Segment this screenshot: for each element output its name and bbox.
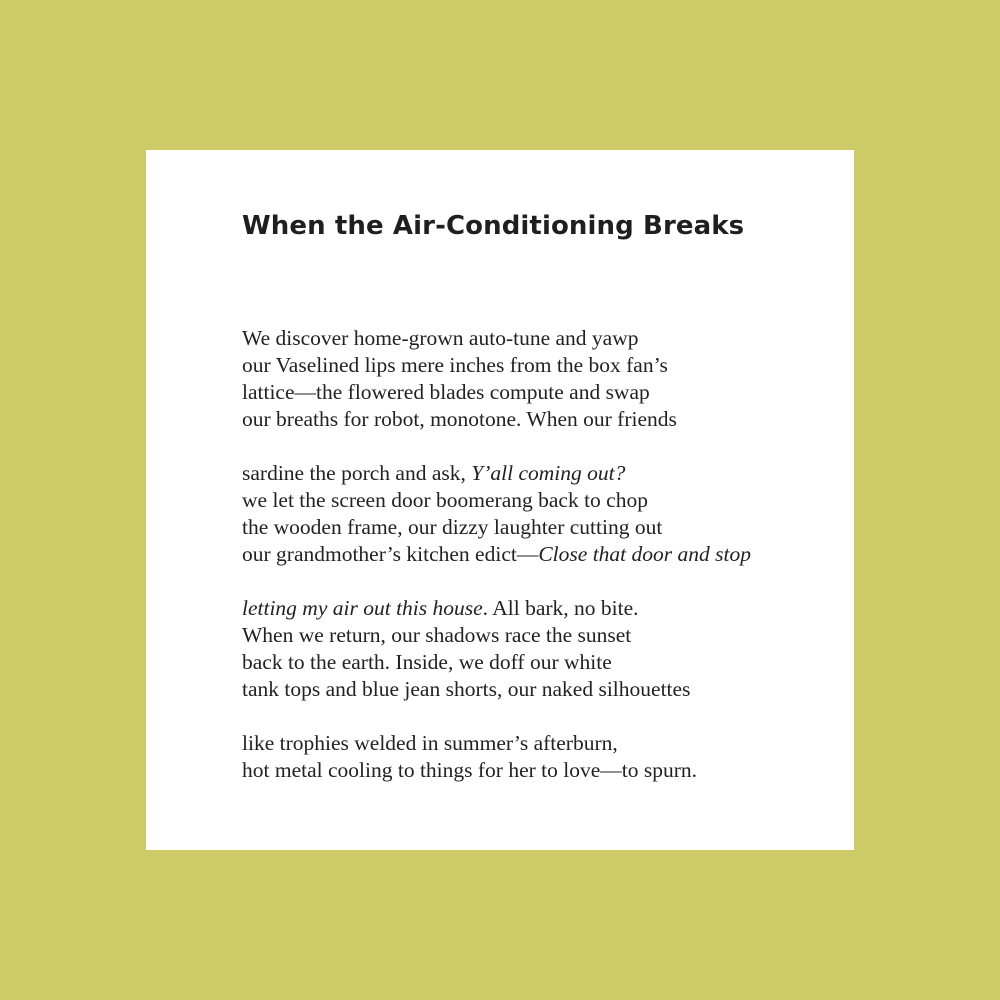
poem-line: [242, 325, 751, 352]
line-text: tank tops and blue jean shorts, our naked silhouettes: [242, 677, 691, 701]
poem-line: [242, 541, 751, 568]
line-text: we let the screen door boomerang back to chop: [242, 488, 648, 512]
line-text: When we return, our shadows race the sunset: [242, 623, 632, 647]
poem-line: [242, 676, 751, 703]
poem-title: When the Air-Conditioning Breaks: [242, 211, 745, 241]
poem-line: [242, 757, 751, 784]
line-italic-text: letting my air out this house: [242, 596, 483, 620]
line-text: hot metal cooling to things for her to love—to spurn.: [242, 758, 698, 782]
poem-line: [242, 730, 751, 757]
line-italic-text: Close that door and stop: [538, 542, 751, 566]
stanza-3: [242, 595, 751, 703]
stanza-1: [242, 325, 751, 433]
line-text: lattice—the flowered blades compute and swap: [242, 380, 650, 404]
line-text: our grandmother’s kitchen edict—: [242, 542, 539, 566]
stanza-2: [242, 460, 751, 568]
poem-body: [242, 325, 751, 784]
line-text: the wooden frame, our dizzy laughter cutting out: [242, 515, 663, 539]
poem-line: [242, 460, 751, 487]
line-text: We discover home-grown auto-tune and yawp: [242, 326, 639, 350]
line-text: our breaths for robot, monotone. When our friends: [242, 407, 677, 431]
stanza-4: [242, 730, 751, 784]
poem-line: [242, 406, 751, 433]
poem-line: [242, 352, 751, 379]
poem-line: [242, 514, 751, 541]
poem-line: [242, 649, 751, 676]
line-text: sardine the porch and ask,: [242, 461, 472, 485]
poem-line: [242, 622, 751, 649]
line-text: our Vaselined lips mere inches from the box fan’s: [242, 353, 668, 377]
line-italic-text: Y’all coming out?: [471, 461, 626, 485]
line-text: like trophies welded in summer’s afterburn,: [242, 731, 618, 755]
line-text: back to the earth. Inside, we doff our white: [242, 650, 612, 674]
poem-line: [242, 487, 751, 514]
poem-line: [242, 379, 751, 406]
line-text: . All bark, no bite.: [482, 596, 639, 620]
poem-line: [242, 595, 751, 622]
poem-card: [146, 150, 854, 850]
